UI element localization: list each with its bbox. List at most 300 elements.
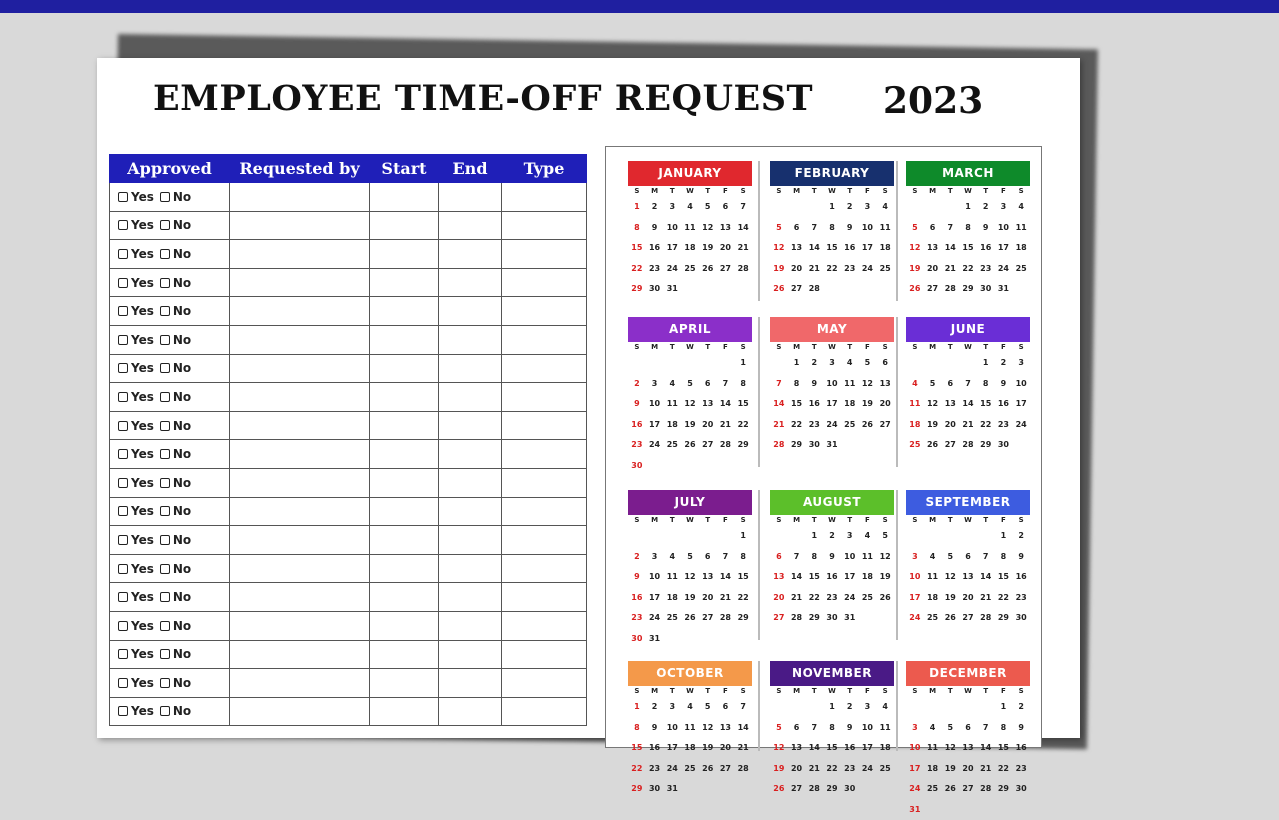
day-cell: 18	[681, 238, 699, 259]
weekday-initial: T	[663, 686, 681, 697]
day-cell: 15	[788, 394, 806, 415]
day-cell: 27	[876, 415, 894, 436]
day-cell: 22	[628, 259, 646, 280]
day-cell: 7	[734, 697, 752, 718]
no-checkbox[interactable]	[160, 678, 170, 688]
day-cell: 11	[681, 218, 699, 239]
document-year: 2023	[883, 80, 983, 122]
yes-checkbox[interactable]	[118, 421, 128, 431]
no-checkbox[interactable]	[160, 535, 170, 545]
column-divider	[758, 161, 760, 301]
end-cell[interactable]	[439, 440, 502, 469]
type-cell[interactable]	[502, 383, 587, 412]
day-cell: 19	[941, 588, 959, 609]
type-cell[interactable]	[502, 297, 587, 326]
weekday-initial: M	[924, 186, 942, 197]
day-cell: 10	[906, 567, 924, 588]
type-cell[interactable]	[502, 183, 587, 212]
type-cell[interactable]	[502, 354, 587, 383]
weekday-initial: W	[681, 186, 699, 197]
end-cell[interactable]	[439, 554, 502, 583]
weekday-initial: S	[770, 186, 788, 197]
empty-day	[699, 526, 717, 547]
requested-by-cell[interactable]	[230, 325, 370, 354]
yes-label: Yes	[131, 361, 154, 375]
no-checkbox[interactable]	[160, 278, 170, 288]
day-cell: 5	[699, 197, 717, 218]
requested-by-cell[interactable]	[230, 183, 370, 212]
yes-checkbox[interactable]	[118, 392, 128, 402]
approved-cell	[110, 411, 230, 440]
empty-day	[959, 353, 977, 374]
start-cell[interactable]	[370, 354, 439, 383]
day-cell: 25	[681, 259, 699, 280]
end-cell[interactable]	[439, 183, 502, 212]
no-checkbox[interactable]	[160, 621, 170, 631]
requested-by-cell[interactable]	[230, 268, 370, 297]
day-cell: 13	[699, 567, 717, 588]
day-cell: 5	[770, 718, 788, 739]
type-cell[interactable]	[502, 526, 587, 555]
yes-checkbox[interactable]	[118, 363, 128, 373]
month-header: DECEMBER	[906, 661, 1030, 686]
type-cell[interactable]	[502, 211, 587, 240]
day-cell: 7	[770, 374, 788, 395]
end-cell[interactable]	[439, 240, 502, 269]
start-cell[interactable]	[370, 554, 439, 583]
end-cell[interactable]	[439, 611, 502, 640]
no-checkbox[interactable]	[160, 564, 170, 574]
yes-label: Yes	[131, 447, 154, 461]
approved-cell	[110, 354, 230, 383]
day-cell: 22	[959, 259, 977, 280]
day-cell: 20	[959, 588, 977, 609]
table-row	[110, 669, 587, 698]
table-row	[110, 325, 587, 354]
day-cell: 20	[924, 259, 942, 280]
month-days-grid	[770, 186, 894, 300]
type-cell[interactable]	[502, 554, 587, 583]
type-cell[interactable]	[502, 268, 587, 297]
day-cell: 3	[646, 374, 664, 395]
day-cell: 10	[663, 218, 681, 239]
day-cell: 21	[770, 415, 788, 436]
day-cell: 26	[770, 279, 788, 300]
weekday-initial: T	[941, 342, 959, 353]
day-cell: 13	[717, 218, 735, 239]
start-cell[interactable]	[370, 411, 439, 440]
end-cell[interactable]	[439, 526, 502, 555]
yes-checkbox[interactable]	[118, 535, 128, 545]
type-cell[interactable]	[502, 697, 587, 726]
day-cell: 3	[906, 718, 924, 739]
approved-cell	[110, 526, 230, 555]
type-cell[interactable]	[502, 440, 587, 469]
day-cell: 9	[628, 567, 646, 588]
start-cell[interactable]	[370, 497, 439, 526]
empty-day	[788, 526, 806, 547]
weekday-initial: T	[941, 186, 959, 197]
weekday-initial: M	[788, 186, 806, 197]
day-cell: 1	[734, 353, 752, 374]
day-cell: 6	[788, 718, 806, 739]
weekday-initial: T	[977, 686, 995, 697]
start-cell[interactable]	[370, 611, 439, 640]
end-cell[interactable]	[439, 268, 502, 297]
day-cell: 13	[717, 718, 735, 739]
header-type: Type	[502, 155, 587, 183]
no-label: No	[173, 533, 191, 547]
day-cell: 16	[823, 567, 841, 588]
day-cell: 1	[959, 197, 977, 218]
yes-checkbox[interactable]	[118, 449, 128, 459]
start-cell[interactable]	[370, 526, 439, 555]
requested-by-cell[interactable]	[230, 526, 370, 555]
approved-cell	[110, 669, 230, 698]
month-days-grid	[906, 686, 1030, 820]
yes-checkbox[interactable]	[118, 649, 128, 659]
no-checkbox[interactable]	[160, 478, 170, 488]
requested-by-cell[interactable]	[230, 640, 370, 669]
empty-day	[628, 353, 646, 374]
requested-by-cell[interactable]	[230, 211, 370, 240]
day-cell: 1	[823, 697, 841, 718]
empty-day	[941, 526, 959, 547]
month-february	[770, 161, 894, 300]
no-checkbox[interactable]	[160, 306, 170, 316]
day-cell: 8	[959, 218, 977, 239]
day-cell: 22	[805, 588, 823, 609]
yes-checkbox[interactable]	[118, 335, 128, 345]
end-cell[interactable]	[439, 354, 502, 383]
no-checkbox[interactable]	[160, 506, 170, 516]
approved-cell	[110, 211, 230, 240]
day-cell: 18	[924, 759, 942, 780]
day-cell: 13	[699, 394, 717, 415]
start-cell[interactable]	[370, 268, 439, 297]
requested-by-cell[interactable]	[230, 468, 370, 497]
day-cell: 18	[681, 738, 699, 759]
yes-checkbox[interactable]	[118, 249, 128, 259]
yes-checkbox[interactable]	[118, 592, 128, 602]
start-cell[interactable]	[370, 440, 439, 469]
no-label: No	[173, 419, 191, 433]
start-cell[interactable]	[370, 240, 439, 269]
weekday-initial: M	[924, 686, 942, 697]
day-cell: 26	[681, 435, 699, 456]
column-divider	[896, 661, 898, 751]
no-checkbox[interactable]	[160, 706, 170, 716]
day-cell: 7	[717, 374, 735, 395]
end-cell[interactable]	[439, 383, 502, 412]
requested-by-cell[interactable]	[230, 354, 370, 383]
day-cell: 20	[876, 394, 894, 415]
approved-cell	[110, 268, 230, 297]
empty-day	[628, 526, 646, 547]
empty-day	[941, 697, 959, 718]
day-cell: 7	[788, 547, 806, 568]
day-cell: 24	[841, 588, 859, 609]
day-cell: 18	[876, 238, 894, 259]
day-cell: 21	[959, 415, 977, 436]
requested-by-cell[interactable]	[230, 583, 370, 612]
requested-by-cell[interactable]	[230, 697, 370, 726]
no-checkbox[interactable]	[160, 392, 170, 402]
no-label: No	[173, 447, 191, 461]
month-january	[628, 161, 752, 300]
day-cell: 23	[841, 259, 859, 280]
weekday-initial: F	[717, 186, 735, 197]
start-cell[interactable]	[370, 325, 439, 354]
month-days-grid	[628, 342, 752, 476]
yes-checkbox[interactable]	[118, 478, 128, 488]
requested-by-cell[interactable]	[230, 411, 370, 440]
yes-checkbox[interactable]	[118, 706, 128, 716]
yes-checkbox[interactable]	[118, 506, 128, 516]
day-cell: 2	[805, 353, 823, 374]
day-cell: 1	[995, 697, 1013, 718]
yes-checkbox[interactable]	[118, 220, 128, 230]
time-off-request-sheet	[97, 58, 1080, 738]
end-cell[interactable]	[439, 669, 502, 698]
requested-by-cell[interactable]	[230, 440, 370, 469]
type-cell[interactable]	[502, 583, 587, 612]
day-cell: 28	[959, 435, 977, 456]
day-cell: 8	[823, 718, 841, 739]
empty-day	[924, 353, 942, 374]
weekday-initial: F	[859, 342, 877, 353]
day-cell: 3	[859, 197, 877, 218]
day-cell: 15	[823, 238, 841, 259]
no-checkbox[interactable]	[160, 363, 170, 373]
month-days-grid	[770, 342, 894, 456]
yes-label: Yes	[131, 676, 154, 690]
day-cell: 23	[646, 259, 664, 280]
requested-by-cell[interactable]	[230, 297, 370, 326]
end-cell[interactable]	[439, 583, 502, 612]
table-row	[110, 297, 587, 326]
day-cell: 2	[995, 353, 1013, 374]
yes-label: Yes	[131, 190, 154, 204]
weekday-initial: W	[823, 515, 841, 526]
no-checkbox[interactable]	[160, 335, 170, 345]
day-cell: 3	[823, 353, 841, 374]
end-cell[interactable]	[439, 211, 502, 240]
start-cell[interactable]	[370, 383, 439, 412]
yes-checkbox[interactable]	[118, 621, 128, 631]
day-cell: 7	[805, 218, 823, 239]
type-cell[interactable]	[502, 468, 587, 497]
empty-day	[770, 697, 788, 718]
type-cell[interactable]	[502, 325, 587, 354]
end-cell[interactable]	[439, 468, 502, 497]
weekday-initial: S	[906, 686, 924, 697]
yes-checkbox[interactable]	[118, 278, 128, 288]
day-cell: 26	[859, 415, 877, 436]
day-cell: 4	[924, 718, 942, 739]
day-cell: 30	[823, 608, 841, 629]
day-cell: 25	[663, 435, 681, 456]
weekday-initial: F	[995, 186, 1013, 197]
day-cell: 1	[805, 526, 823, 547]
weekday-initial: F	[717, 686, 735, 697]
start-cell[interactable]	[370, 468, 439, 497]
day-cell: 20	[941, 415, 959, 436]
yes-checkbox[interactable]	[118, 678, 128, 688]
start-cell[interactable]	[370, 640, 439, 669]
type-cell[interactable]	[502, 411, 587, 440]
weekday-initial: S	[770, 515, 788, 526]
day-cell: 18	[663, 415, 681, 436]
requested-by-cell[interactable]	[230, 611, 370, 640]
no-checkbox[interactable]	[160, 592, 170, 602]
empty-day	[770, 197, 788, 218]
day-cell: 23	[805, 415, 823, 436]
table-row	[110, 554, 587, 583]
month-july	[628, 490, 752, 649]
no-label: No	[173, 562, 191, 576]
empty-day	[699, 353, 717, 374]
no-checkbox[interactable]	[160, 220, 170, 230]
day-cell: 1	[823, 197, 841, 218]
day-cell: 11	[876, 718, 894, 739]
requested-by-cell[interactable]	[230, 669, 370, 698]
day-cell: 16	[841, 238, 859, 259]
approved-cell	[110, 611, 230, 640]
type-cell[interactable]	[502, 240, 587, 269]
day-cell: 13	[788, 738, 806, 759]
day-cell: 11	[841, 374, 859, 395]
day-cell: 24	[859, 759, 877, 780]
table-row	[110, 583, 587, 612]
yes-checkbox[interactable]	[118, 192, 128, 202]
no-label: No	[173, 704, 191, 718]
day-cell: 27	[941, 435, 959, 456]
day-cell: 14	[977, 738, 995, 759]
day-cell: 26	[699, 759, 717, 780]
weekday-initial: T	[699, 342, 717, 353]
no-checkbox[interactable]	[160, 449, 170, 459]
start-cell[interactable]	[370, 297, 439, 326]
yes-label: Yes	[131, 619, 154, 633]
weekday-initial: F	[859, 686, 877, 697]
type-cell[interactable]	[502, 611, 587, 640]
requested-by-cell[interactable]	[230, 497, 370, 526]
end-cell[interactable]	[439, 297, 502, 326]
weekday-initial: T	[805, 515, 823, 526]
day-cell: 9	[646, 218, 664, 239]
end-cell[interactable]	[439, 697, 502, 726]
weekday-initial: M	[646, 686, 664, 697]
day-cell: 24	[646, 608, 664, 629]
start-cell[interactable]	[370, 183, 439, 212]
day-cell: 9	[995, 374, 1013, 395]
weekday-initial: S	[628, 515, 646, 526]
day-cell: 21	[734, 738, 752, 759]
no-checkbox[interactable]	[160, 249, 170, 259]
empty-day	[646, 526, 664, 547]
day-cell: 3	[859, 697, 877, 718]
start-cell[interactable]	[370, 211, 439, 240]
requested-by-cell[interactable]	[230, 554, 370, 583]
month-days-grid	[906, 342, 1030, 456]
start-cell[interactable]	[370, 669, 439, 698]
day-cell: 30	[628, 456, 646, 477]
day-cell: 16	[646, 238, 664, 259]
month-days-grid	[770, 515, 894, 629]
day-cell: 19	[699, 738, 717, 759]
approved-cell	[110, 325, 230, 354]
weekday-initial: T	[977, 342, 995, 353]
day-cell: 1	[977, 353, 995, 374]
approved-cell	[110, 697, 230, 726]
requested-by-cell[interactable]	[230, 240, 370, 269]
day-cell: 27	[959, 779, 977, 800]
day-cell: 22	[734, 588, 752, 609]
weekday-initial: S	[734, 186, 752, 197]
day-cell: 19	[906, 259, 924, 280]
requested-by-cell[interactable]	[230, 383, 370, 412]
start-cell[interactable]	[370, 583, 439, 612]
day-cell: 19	[941, 759, 959, 780]
weekday-initial: S	[1012, 686, 1030, 697]
type-cell[interactable]	[502, 640, 587, 669]
yes-checkbox[interactable]	[118, 564, 128, 574]
month-header: MAY	[770, 317, 894, 342]
end-cell[interactable]	[439, 411, 502, 440]
weekday-initial: S	[1012, 186, 1030, 197]
start-cell[interactable]	[370, 697, 439, 726]
no-checkbox[interactable]	[160, 649, 170, 659]
day-cell: 14	[977, 567, 995, 588]
day-cell: 8	[995, 718, 1013, 739]
type-cell[interactable]	[502, 497, 587, 526]
day-cell: 26	[941, 779, 959, 800]
end-cell[interactable]	[439, 325, 502, 354]
no-checkbox[interactable]	[160, 421, 170, 431]
day-cell: 25	[876, 759, 894, 780]
no-checkbox[interactable]	[160, 192, 170, 202]
no-label: No	[173, 619, 191, 633]
weekday-initial: W	[823, 186, 841, 197]
end-cell[interactable]	[439, 497, 502, 526]
day-cell: 16	[628, 588, 646, 609]
empty-day	[805, 197, 823, 218]
day-cell: 21	[717, 588, 735, 609]
day-cell: 25	[1012, 259, 1030, 280]
yes-checkbox[interactable]	[118, 306, 128, 316]
day-cell: 1	[628, 197, 646, 218]
approved-cell	[110, 554, 230, 583]
day-cell: 20	[770, 588, 788, 609]
empty-day	[681, 526, 699, 547]
yes-label: Yes	[131, 533, 154, 547]
day-cell: 13	[941, 394, 959, 415]
day-cell: 23	[628, 608, 646, 629]
day-cell: 3	[995, 197, 1013, 218]
day-cell: 4	[924, 547, 942, 568]
weekday-initial: S	[876, 342, 894, 353]
table-row	[110, 497, 587, 526]
yes-label: Yes	[131, 390, 154, 404]
no-label: No	[173, 333, 191, 347]
type-cell[interactable]	[502, 669, 587, 698]
day-cell: 15	[959, 238, 977, 259]
end-cell[interactable]	[439, 640, 502, 669]
day-cell: 3	[663, 197, 681, 218]
day-cell: 3	[646, 547, 664, 568]
day-cell: 20	[788, 759, 806, 780]
